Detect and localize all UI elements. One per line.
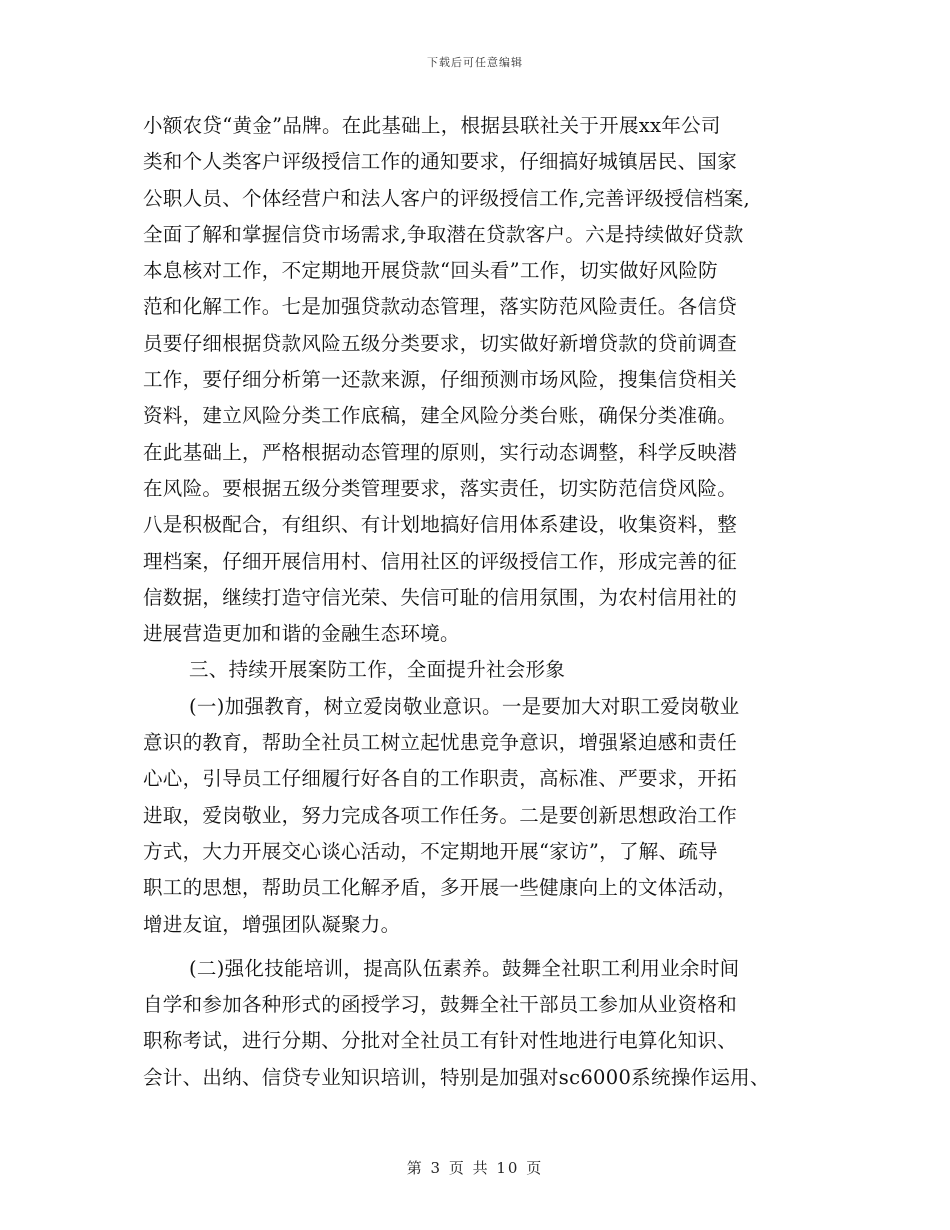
subsection-heading-line: (一)加强教育，树立爱岗敬业意识。一是要加大对职工爱岗敬业 <box>189 694 740 718</box>
body-line: 增进友谊，增强团队凝聚力。 <box>143 912 401 936</box>
body-line: 自学和参加各种形式的函授学习，鼓舞全社干部员工参加从业资格和 <box>143 993 738 1017</box>
body-line: 心心，引导员工仔细履行好各自的工作职责，高标准、严要求，开拓 <box>143 767 738 791</box>
body-line: 职工的思想，帮助员工化解矛盾，多开展一些健康向上的文体活动， <box>143 876 738 900</box>
body-line: 进取，爱岗敬业，努力完成各项工作任务。二是要创新思想政治工作 <box>143 803 738 827</box>
page-number: 第 3 页 共 10 页 <box>406 1159 544 1177</box>
body-line: 职称考试，进行分期、分批对全社员工有针对性地进行电算化知识、 <box>143 1029 738 1053</box>
body-line: 方式，大力开展交心谈心活动，不定期地开展“家访”，了解、疏导 <box>143 839 718 863</box>
section-heading: 三、持续开展案防工作，全面提升社会形象 <box>189 658 566 682</box>
body-line: 会计、出纳、信贷专业知识培训，特别是加强对sc6000系统操作运用、 <box>143 1065 770 1089</box>
body-line: 理档案，仔细开展信用村、信用社区的评级授信工作，形成完善的征 <box>143 549 738 573</box>
body-line: 员要仔细根据贷款风险五级分类要求，切实做好新增贷款的贷前调查 <box>143 331 738 355</box>
body-line: 八是积极配合，有组织、有计划地搞好信用体系建设，收集资料，整 <box>143 513 738 537</box>
body-line: 在风险。要根据五级分类管理要求，落实责任，切实防范信贷风险。 <box>143 476 738 500</box>
body-line: 公职人员、个体经营户和法人客户的评级授信工作,完善评级授信档案, <box>143 186 750 210</box>
body-line: 资料，建立风险分类工作底稿，建全风险分类台账，确保分类准确。 <box>143 404 738 428</box>
paragraph-spacer <box>143 943 823 951</box>
subsection-heading-line: (二)强化技能培训，提高队伍素养。鼓舞全社职工利用业余时间 <box>189 956 740 980</box>
body-line: 进展营造更加和谐的金融生态环境。 <box>143 622 460 646</box>
document-body <box>143 108 823 1096</box>
body-line: 信数据，继续打造守信光荣、失信可耻的信用氛围，为农村信用社的 <box>143 585 738 609</box>
body-line: 工作，要仔细分析第一还款来源，仔细预测市场风险，搜集信贷相关 <box>143 368 738 392</box>
body-line: 范和化解工作。七是加强贷款动态管理，落实防范风险责任。各信贷 <box>143 295 738 319</box>
body-line: 在此基础上，严格根据动态管理的原则，实行动态调整，科学反映潜 <box>143 440 738 464</box>
body-line: 类和个人类客户评级授信工作的通知要求，仔细搞好城镇居民、国家 <box>143 150 738 174</box>
body-line: 本息核对工作，不定期地开展贷款“回头看”工作，切实做好风险防 <box>143 259 718 283</box>
body-line: 全面了解和掌握信贷市场需求,争取潜在贷款客户。六是持续做好贷款 <box>143 222 744 246</box>
page-header: 下载后可任意编辑 <box>427 56 523 69</box>
body-line: 意识的教育，帮助全社员工树立起忧患竞争意识，增强紧迫感和责任 <box>143 731 738 755</box>
body-line: 小额农贷“黄金”品牌。在此基础上，根据县联社关于开展xx年公司 <box>143 114 721 137</box>
